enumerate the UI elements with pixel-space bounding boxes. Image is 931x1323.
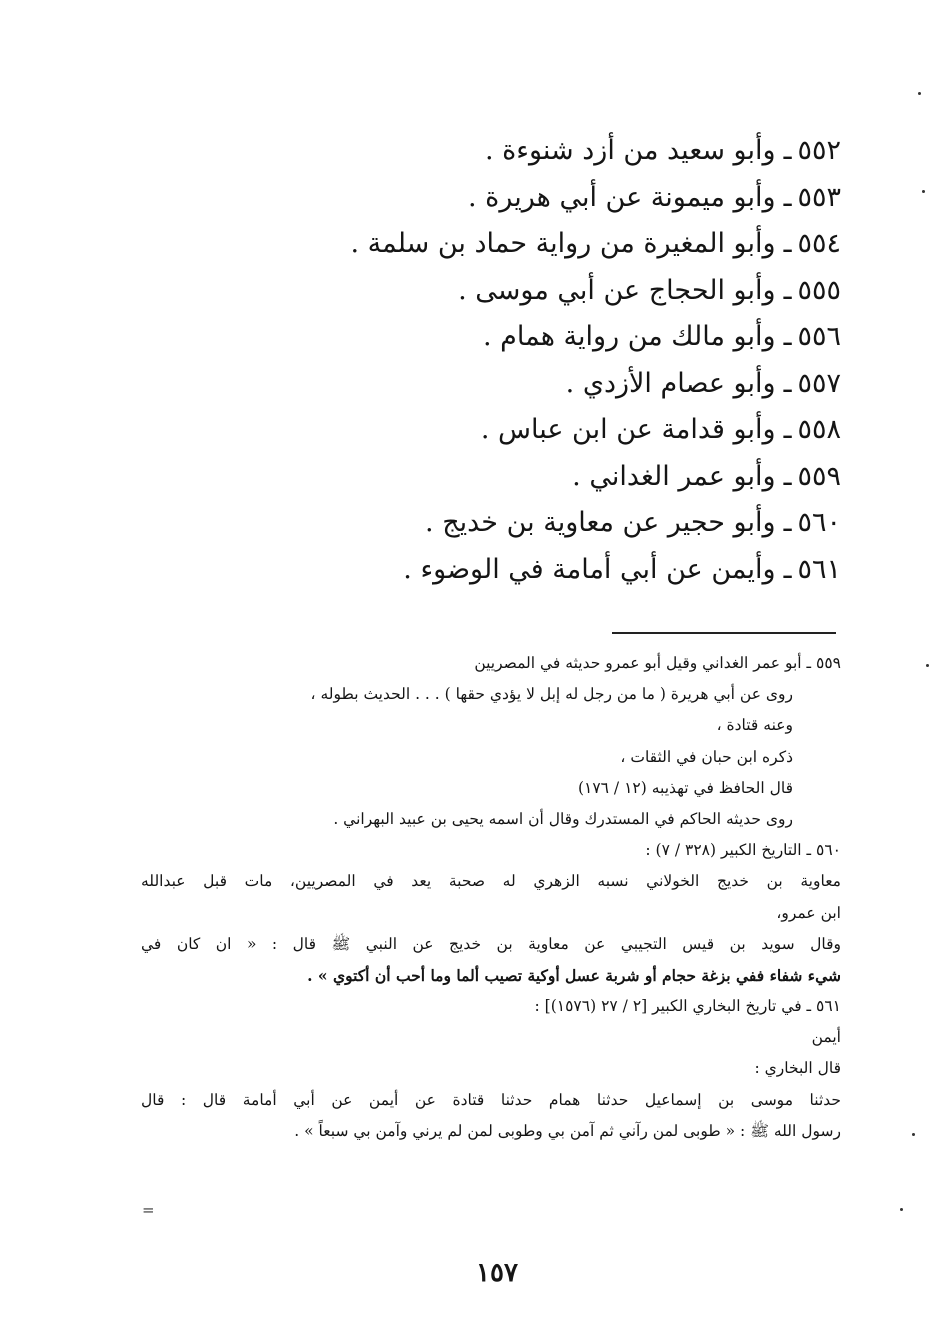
entry-number: ٥٥٣ <box>797 181 841 213</box>
footnote-line: ٥٦١ ـ في تاريخ البخاري الكبير [٢ / ٢٧ (١٥٧٦)] : <box>534 997 841 1016</box>
entry-number: ٥٥٥ <box>797 274 841 306</box>
footnote-line: شيء شفاء ففي بزغة حجام أو شربة عسل أوكية تصيب ألما وما أحب أن أكتوي » . <box>307 965 841 985</box>
entry-text: وأبو عصام الأزدي . <box>565 367 776 399</box>
margin-mark: = <box>142 1201 155 1219</box>
main-entry: ٥٥٩ـوأبو عمر الغداني . <box>321 454 841 501</box>
entry-number: ٥٥٤ <box>797 228 841 259</box>
scan-speck <box>922 190 925 193</box>
main-entry: ٥٥٧ـوأبو عصام الأزدي . <box>321 361 841 408</box>
footnote-separator-rule <box>612 632 836 634</box>
footnote-line: معاوية بن خديج الخولاني نسبه الزهري له صحبة يعد في المصريين، مات قبل عبدالله <box>141 872 841 891</box>
footnote-line: روى عن أبي هريرة ( ما من رجل له إبل لا يؤدي حقها ) . . . الحديث بطوله ، <box>310 685 793 704</box>
scan-speck <box>918 92 921 95</box>
footnote-line: ٥٥٩ ـ أبو عمر الغداني وقيل أبو عمرو حديثه في المصريين <box>474 654 841 672</box>
footnote-line: قال البخاري : <box>754 1059 841 1078</box>
entry-number: ٥٥٩ <box>797 460 841 492</box>
entry-text: وأبو سعيد من أزد شنوءة . <box>484 135 776 166</box>
main-entry: ٥٥٨ـوأبو قدامة عن ابن عباس . <box>321 407 841 454</box>
entry-text: وأبو مالك من رواية همام . <box>483 321 776 352</box>
main-entry: ٥٥٤ـوأبو المغيرة من رواية حماد بن سلمة . <box>321 221 841 268</box>
main-entry: ٥٥٣ـوأبو ميمونة عن أبي هريرة . <box>321 175 841 222</box>
footnote-line: روى حديثه الحاكم في المستدرك وقال أن اسمه يحيى بن عبيد البهراني . <box>333 809 793 828</box>
main-entry: ٥٦١ـوأيمن عن أبي أمامة في الوضوء . <box>321 547 841 594</box>
main-entry: ٥٥٢ـوأبو سعيد من أزد شنوءة . <box>321 128 841 175</box>
footnote-line: وقال سويد بن قيس التجيبي عن معاوية بن خديج عن النبي ﷺ قال : « ان كان في <box>141 934 841 953</box>
entry-text: وأبو عمر الغداني . <box>572 460 776 492</box>
footnote-line: ٥٦٠ ـ التاريخ الكبير (٣٢٨ / ٧) : <box>645 841 841 860</box>
entry-text: وأبو حجير عن معاوية بن خديج . <box>425 507 776 538</box>
footnote-line: وعنه قتادة ، <box>716 716 793 735</box>
footnote-line: أيمن <box>811 1028 841 1047</box>
footnote-line: رسول الله ﷺ : « طوبى لمن رآني ثم آمن بي وطوبى لمن لم يرني وآمن بي سبعاً » . <box>294 1121 841 1140</box>
entry-number: ٥٥٦ <box>797 321 841 352</box>
footnote-line: ابن عمرو، <box>776 903 841 922</box>
entry-text: وأبو المغيرة من رواية حماد بن سلمة . <box>350 228 776 259</box>
main-entry: ٥٦٠ـوأبو حجير عن معاوية بن خديج . <box>321 500 841 547</box>
entry-number: ٥٥٨ <box>797 414 841 445</box>
footnote-line: ذكره ابن حبان في الثقات ، <box>620 747 793 766</box>
footnote-line: حدثنا موسى بن إسماعيل حدثنا همام حدثنا قتادة عن أيمن عن أبي أمامة قال : قال <box>141 1090 841 1109</box>
main-entry: ٥٥٥ـوأبو الحجاج عن أبي موسى . <box>321 268 841 315</box>
entry-text: وأبو قدامة عن ابن عباس . <box>480 414 776 445</box>
entry-number: ٥٥٢ <box>797 135 841 166</box>
entry-number: ٥٦٠ <box>797 507 841 538</box>
page-number: ١٥٧ <box>476 1258 518 1288</box>
scan-speck <box>912 1133 915 1136</box>
footnotes <box>141 648 841 1147</box>
main-entry: ٥٥٦ـوأبو مالك من رواية همام . <box>321 314 841 361</box>
entry-text: وأيمن عن أبي أمامة في الوضوء . <box>403 553 776 585</box>
scan-speck <box>926 664 929 667</box>
entry-text: وأبو ميمونة عن أبي هريرة . <box>468 181 776 213</box>
entry-number: ٥٥٧ <box>797 367 841 399</box>
entry-text: وأبو الحجاج عن أبي موسى . <box>458 274 776 306</box>
footnote-line: قال الحافظ في تهذيبه (١٢ / ١٧٦) <box>577 778 793 797</box>
main-entries-list <box>321 128 841 593</box>
entry-number: ٥٦١ <box>797 553 841 585</box>
scan-speck <box>900 1208 903 1211</box>
